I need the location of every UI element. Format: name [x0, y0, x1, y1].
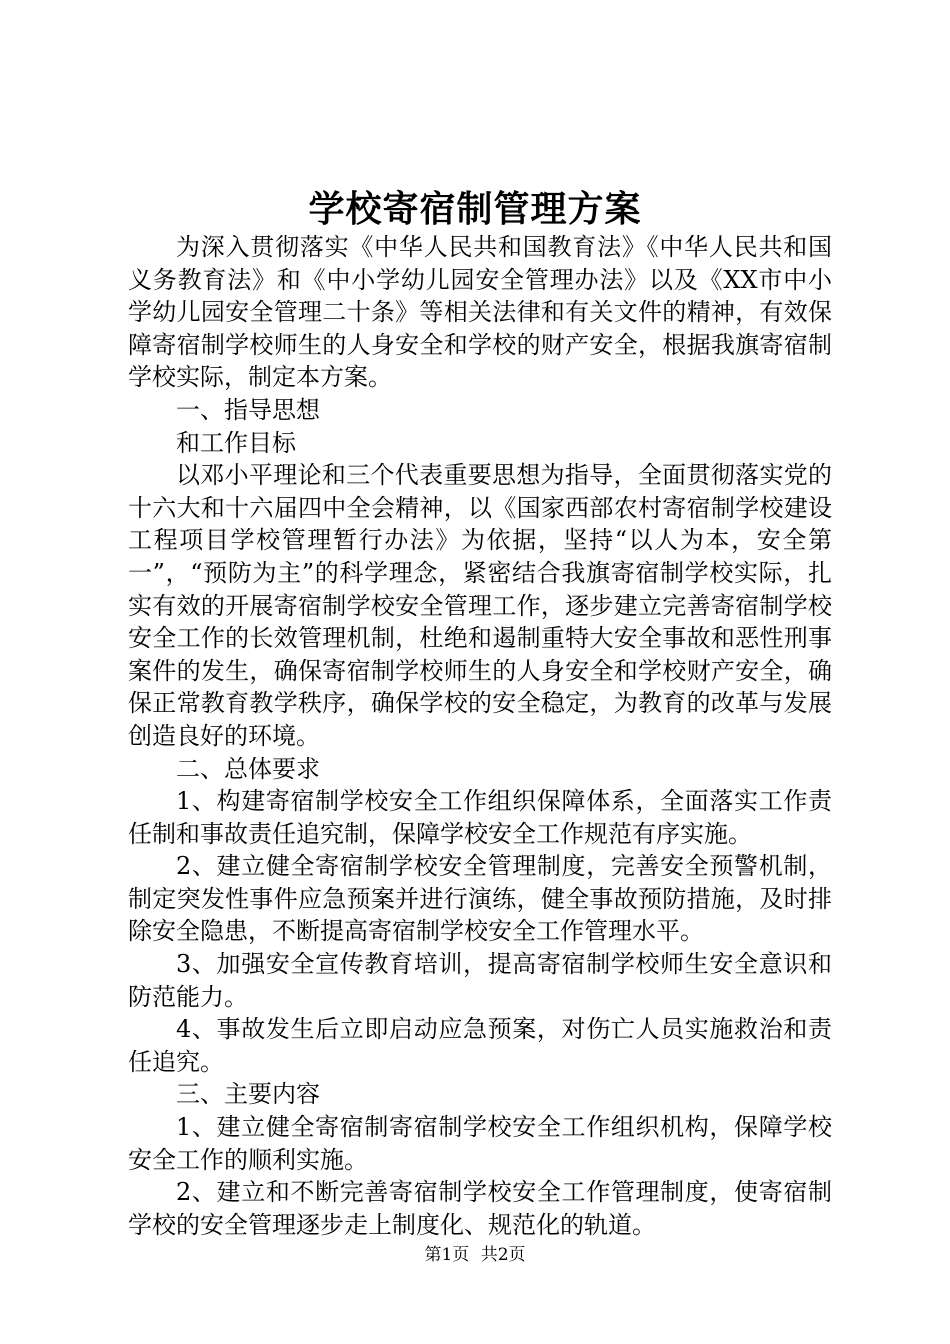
- requirement-item-2: 2、建立健全寄宿制学校安全管理制度，完善安全预警机制，制定突发性事件应急预案并进行演练，健全事故预防措施，及时排除安全隐患，不断提高寄宿制学校安全工作管理水平。: [128, 852, 832, 946]
- intro-paragraph: 为深入贯彻落实《中华人民共和国教育法》《中华人民共和国义务教育法》和《中小学幼儿园安全管理办法》以及《XX市中小学幼儿园安全管理二十条》等相关法律和有关文件的精神，有效保障寄宿制学校师生的人身安全和学校的财产安全，根据我旗寄宿制学校实际，制定本方案。: [128, 233, 832, 392]
- requirement-item-1: 1、构建寄宿制学校安全工作组织保障体系，全面落实工作责任制和事故责任追究制，保障学校安全工作规范有序实施。: [128, 787, 832, 848]
- section-heading-guiding-thought: 一、指导思想: [176, 395, 320, 424]
- content-item-1: 1、建立健全寄宿制寄宿制学校安全工作组织机构，保障学校安全工作的顺利实施。: [128, 1113, 832, 1174]
- document-body: [128, 231, 832, 1241]
- page-number: 第1页: [424, 1245, 470, 1265]
- document-title: 学校寄宿制管理方案: [308, 188, 642, 230]
- section-heading-general-requirements: 二、总体要求: [176, 754, 320, 783]
- requirement-item-4: 4、事故发生后立即启动应急预案，对伤亡人员实施救治和责任追究。: [128, 1015, 832, 1076]
- section-heading-main-content: 三、主要内容: [176, 1080, 320, 1109]
- page-total: 共2页: [480, 1245, 526, 1265]
- page-footer: [0, 1243, 950, 1267]
- content-item-2: 2、建立和不断完善寄宿制学校安全工作管理制度，使寄宿制学校的安全管理逐步走上制度化、规范化的轨道。: [128, 1178, 832, 1239]
- requirement-item-3: 3、加强安全宣传教育培训，提高寄宿制学校师生安全意识和防范能力。: [128, 950, 832, 1011]
- section-heading-work-goal: 和工作目标: [176, 428, 296, 457]
- guiding-thought-paragraph: 以邓小平理论和三个代表重要思想为指导，全面贯彻落实党的十六大和十六届四中全会精神，以《国家西部农村寄宿制学校建设工程项目学校管理暂行办法》为依据，坚持“以人为本，安全第一”，“预防为主”的科学理念，紧密结合我旗寄宿制学校实际，扎实有效的开展寄宿制学校安全管理工作，逐步建立完善寄宿制学校安全工作的长效管理机制，杜绝和遏制重特大安全事故和恶性刑事案件的发生，确保寄宿制学校师生的人身安全和学校财产安全，确保正常教育教学秩序，确保学校的安全稳定，为教育的改革与发展创造良好的环境。: [128, 461, 832, 750]
